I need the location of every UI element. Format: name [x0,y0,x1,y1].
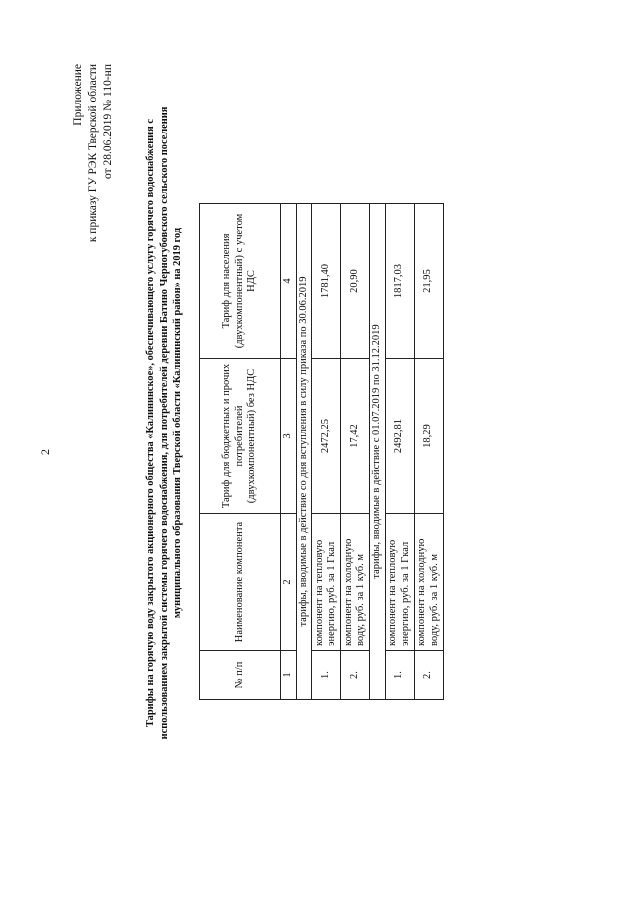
period-row [370,204,386,700]
header-population-tariff: Тариф для населения (двухкомпонентный) с учетом НДС [200,204,281,359]
population-tariff-value: 20,90 [341,204,370,359]
title-line: муниципального образования Тверской области «Калининский район» на 2019 год [172,227,183,619]
appendix-order-line: к приказу ГУ РЭК Тверской области [87,64,99,243]
period-label: тарифы, вводимые в действие с 01.07.2019 по 31.12.2019 [370,204,386,700]
population-tariff-value: 1781,40 [312,204,341,359]
period-row [296,204,312,700]
row-number: 2. [341,651,370,700]
title-line: использованием закрытой системы горячего водоснабжения, для потребителей деревни Батино Черногубовского сельского поселения [158,106,170,740]
title-line: Тарифы на горячую воду закрытого акционерного общества «Калининское», обеспечивающего услугу горячего водоснабжения с [145,118,156,728]
page-number: 2 [38,449,52,455]
budget-tariff-value: 2492,81 [385,359,414,514]
row-number: 1. [385,651,414,700]
component-name: компонент на холодную воду, руб. за 1 куб. м [341,514,370,651]
appendix-block [71,64,116,444]
header-number: № п/п [200,651,281,700]
population-tariff-value: 21,95 [414,204,443,359]
budget-tariff-value: 17,42 [341,359,370,514]
header-budget-tariff: Тариф для бюджетных и прочих потребителей (двухкомпонентный) без НДС [200,359,281,514]
document-title [144,78,185,768]
appendix-date-line: от 28.06.2019 № 110-нп [102,64,114,179]
component-name: компонент на тепловую энергию, руб. за 1 Гкал [385,514,414,651]
table-row [385,204,414,700]
budget-tariff-value: 18,29 [414,359,443,514]
period-label: тарифы, вводимые в действие со дня вступления в силу приказа по 30.06.2019 [296,204,312,700]
row-number: 1. [312,651,341,700]
population-tariff-value: 1817,03 [385,204,414,359]
column-number-row [281,204,297,700]
tariff-table [199,203,444,700]
component-name: компонент на тепловую энергию, руб. за 1 Гкал [312,514,341,651]
budget-tariff-value: 2472,25 [312,359,341,514]
table-row [414,204,443,700]
row-number: 2. [414,651,443,700]
header-component-name: Наименование компонента [200,514,281,651]
column-number: 2 [281,514,297,651]
column-number: 4 [281,204,297,359]
table-row [341,204,370,700]
appendix-title: Приложение [72,64,84,126]
column-number: 1 [281,651,297,700]
table-header-row [200,204,281,700]
component-name: компонент на холодную воду, руб. за 1 куб. м [414,514,443,651]
table-row [312,204,341,700]
column-number: 3 [281,359,297,514]
